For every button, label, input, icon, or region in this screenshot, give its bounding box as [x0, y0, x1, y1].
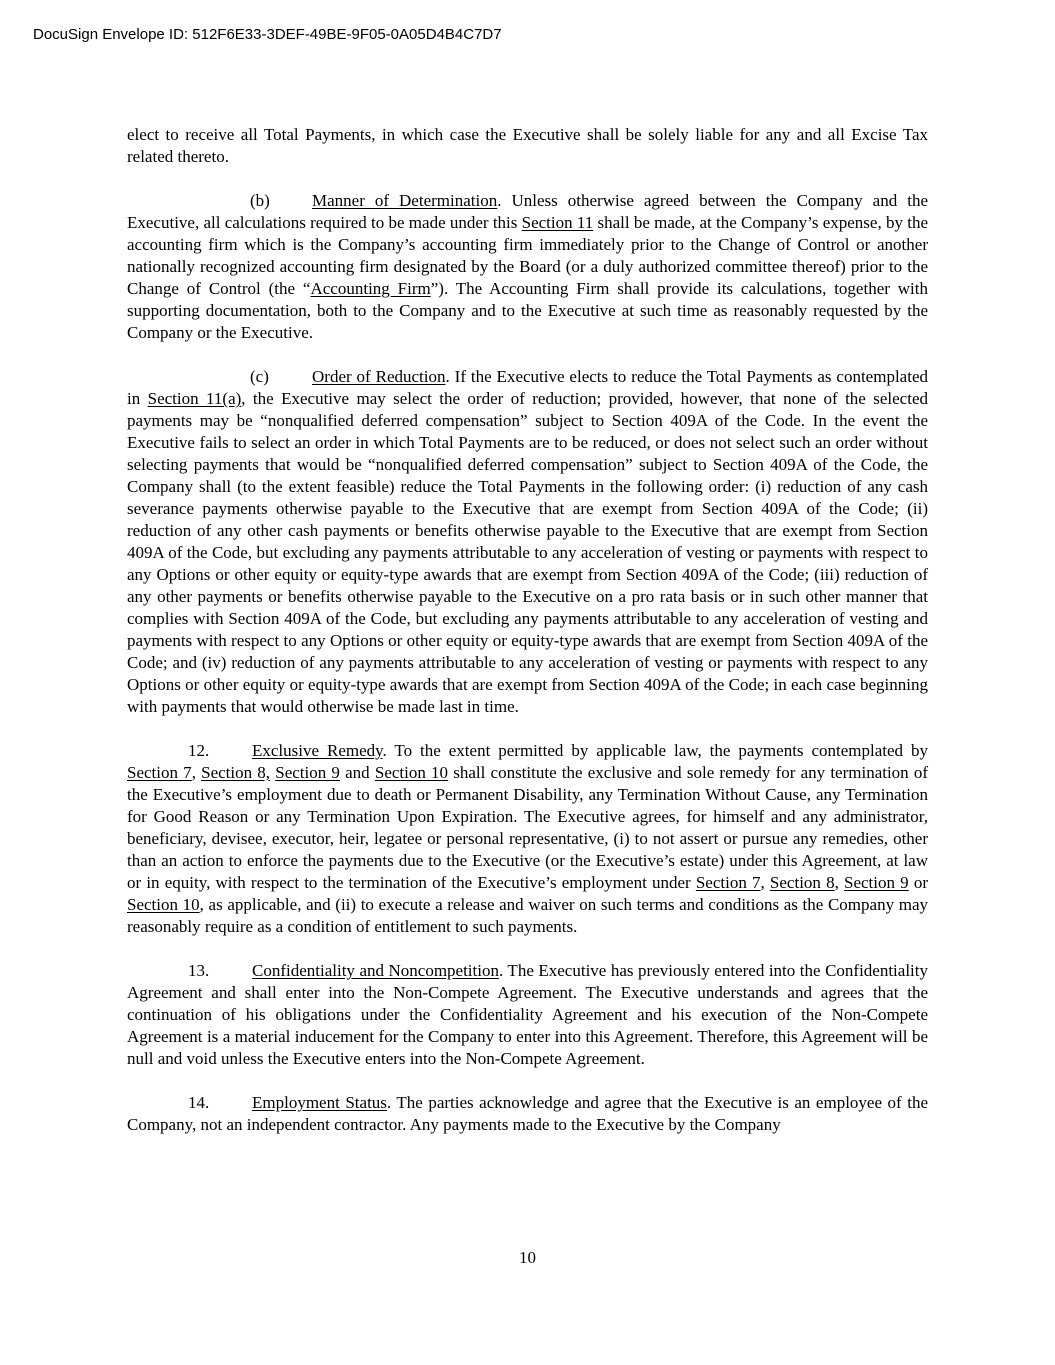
text-run: . If the Executive elects to reduce the Total Payments as contemplated in — [127, 367, 928, 408]
text-run: or — [908, 873, 929, 892]
text-run: shall constitute the exclusive and sole remedy for any termination of the Executive’s employment due to death or Permanent Disability, any Termination Without Cause, any Termination for Good Reason or any Termination Upon Expiration. The Executive agrees, for himself and any administrator, beneficiary, devisee, executor, heir, legatee or personal representative, (i) to not assert or pursue any remedies, other than an action to enforce the payments due to the Executive (or the Executive’s estate) under this Agreement, at law or in equity, with respect to the termination of the Executive’s employment under — [127, 763, 929, 892]
paragraph-label: 13. — [188, 961, 210, 980]
underlined-term: Exclusive Remedy — [252, 741, 383, 760]
text-run: , as applicable, and (ii) to execute a release and waiver on such terms and conditions as the Company may reasonably require as a condition of entitlement to such payments. — [127, 895, 928, 936]
para-14-employment-status — [127, 1092, 928, 1136]
underlined-term: Order of Reduction — [312, 367, 446, 386]
text-run: , — [834, 873, 845, 892]
paragraph-label: 12. — [188, 741, 210, 760]
text-run: , — [191, 763, 202, 782]
docusign-envelope-id: DocuSign Envelope ID: 512F6E33-3DEF-49BE-9F05-0A05D4B4C7D7 — [33, 26, 502, 43]
underlined-term: Section 11 — [521, 213, 594, 232]
page-number: 10 — [519, 1248, 536, 1267]
text-run: . Unless otherwise agreed between the Company and the Executive, all calculations required to be made under this — [127, 191, 929, 232]
underlined-term: Section 7 — [127, 763, 192, 782]
text-run: ”). The Accounting Firm shall provide its calculations, together with supporting documentation, both to the Company and to the Executive at such time as reasonably requested by the Company or the Executive. — [127, 279, 928, 342]
para-12-exclusive-remedy — [127, 740, 928, 938]
underlined-term: Section 7 — [695, 873, 761, 892]
underlined-term: Section 10 — [127, 895, 200, 914]
underlined-term: Section 8, — [201, 763, 271, 782]
underlined-term: Section 9 — [844, 873, 909, 892]
underlined-term: Section 8 — [769, 873, 835, 892]
para-11c-order-of-reduction — [127, 366, 928, 718]
text-run: , the Executive may select the order of reduction; provided, however, that none of the selected payments may be “nonqualified deferred compensation” subject to Section 409A of the Code. In the event the Executive fails to select an order in which Total Payments are to be reduced, or does not select such an order without selecting payments that would be “nonqualified deferred compensation” subject to Section 409A of the Code, the Company shall (to the extent feasible) reduce the Total Payments in the following order: (i) reduction of any cash severance payments otherwise payable to the Executive that are exempt from Section 409A of the Code; (ii) reduction of any other cash payments or benefits otherwise payable to the Executive that are exempt from Section 409A of the Code, but excluding any payments attributable to any acceleration of vesting or payments with respect to any Options or other equity or equity-type awards that are exempt from Section 409A of the Code; (iii) reduction of any other payments or benefits otherwise payable to the Executive on a pro rata basis or in such other manner that complies with Section 409A of the Code, but excluding any payments attributable to any acceleration of vesting and payments with respect to any Options or other equity or equity-type awards that are exempt from Section 409A of the Code; and (iv) reduction of any payments attributable to any acceleration of vesting or payments with respect to any Options or other equity or equity-type awards that are exempt from Section 409A of the Code; in each case beginning with payments that would otherwise be made last in time. — [127, 389, 928, 716]
para-continuation-excise-tax — [127, 124, 928, 168]
text-run: and — [339, 763, 375, 782]
paragraph-label: 14. — [188, 1093, 210, 1112]
paragraph-label: (c) — [250, 367, 269, 386]
para-13-confidentiality-and-noncompetition — [127, 960, 928, 1070]
para-11b-manner-of-determination — [127, 190, 928, 344]
underlined-term: Accounting Firm — [310, 279, 431, 298]
text-run: shall be made, at the Company’s expense, by the accounting firm which is the Company’s accounting firm immediately prior to the Change of Control or another nationally recognized accounting firm designated by the Board (or a duly authorized committee thereof) prior to the Change of Control (the “ — [127, 213, 928, 298]
text-run: . The parties acknowledge and agree that the Executive is an employee of the Company, not an independent contractor. Any payments made to the Executive by the Company — [127, 1093, 928, 1134]
document-body — [127, 124, 928, 1136]
underlined-term: Section 11(a) — [147, 389, 242, 408]
text-run: . The Executive has previously entered into the Confidentiality Agreement and shall enter into the Non-Compete Agreement. The Executive understands and agrees that the continuation of his obligations under the Confidentiality Agreement and his execution of the Non-Compete Agreement is a material inducement for the Company to enter into this Agreement. Therefore, this Agreement will be null and void unless the Executive enters into the Non-Compete Agreement. — [127, 961, 928, 1068]
underlined-term: Employment Status — [252, 1093, 387, 1112]
text-run: elect to receive all Total Payments, in which case the Executive shall be solely liable for any and all Excise Tax related thereto. — [127, 125, 928, 166]
text-run: , — [760, 873, 770, 892]
paragraph-label: (b) — [250, 191, 270, 210]
text-run: . To the extent permitted by applicable law, the payments contemplated by — [382, 741, 928, 760]
underlined-term: Manner of Determination — [312, 191, 498, 210]
underlined-term: Section 10 — [374, 763, 449, 782]
underlined-term: Section 9 — [275, 763, 340, 782]
underlined-term: Confidentiality and Noncompetition — [252, 961, 499, 980]
